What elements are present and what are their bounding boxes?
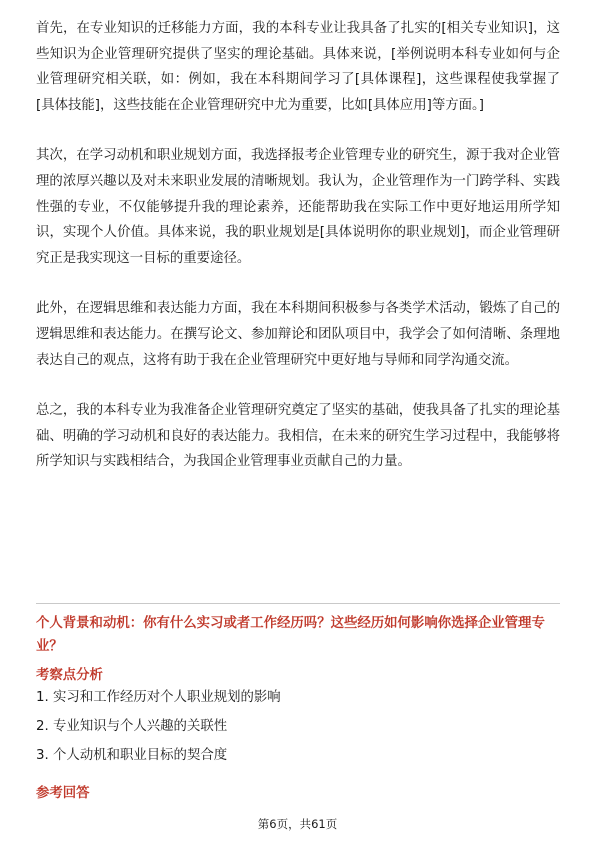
answer-body <box>36 16 560 475</box>
reference-answer-heading: 参考回答 <box>36 786 90 801</box>
paragraph-logic-expression: 此外，在逻辑思维和表达能力方面，我在本科期间积极参与各类学术活动，锻炼了自己的逻辑思维和表达能力。在撰写论文、参加辩论和团队项目中，我学会了如何清晰、条理地表达自己的观点，这将有助于我在企业管理研究中更好地与导师和同学沟通交流。 <box>36 301 560 368</box>
interview-question: 个人背景和动机：你有什么实习或者工作经历吗？这些经历如何影响你选择企业管理专业？ <box>36 616 545 654</box>
section-divider <box>36 603 560 604</box>
analysis-point: 3. 个人动机和职业目标的契合度 <box>36 748 228 763</box>
page-number-footer: 第6页，共61页 <box>257 817 338 831</box>
analysis-point: 2. 专业知识与个人兴趣的关联性 <box>36 719 228 734</box>
analysis-points-list <box>36 688 560 775</box>
paragraph-conclusion: 总之，我的本科专业为我准备企业管理研究奠定了坚实的基础，使我具备了扎实的理论基础、明确的学习动机和良好的表达能力。我相信，在未来的研究生学习过程中，我能够将所学知识与实践相结合，为我国企业管理事业贡献自己的力量。 <box>36 403 560 470</box>
paragraph-professional-knowledge: 首先，在专业知识的迁移能力方面，我的本科专业让我具备了扎实的[相关专业知识]，这些知识为企业管理研究提供了坚实的理论基础。具体来说，[举例说明本科专业如何与企业管理研究相关联，如：例如，我在本科期间学习了[具体课程]，这些课程使我掌握了[具体技能]，这些技能在企业管理研究中尤为重要，比如[具体应用]等方面。] <box>36 21 560 113</box>
analysis-point: 1. 实习和工作经历对个人职业规划的影响 <box>36 690 281 705</box>
paragraph-motivation-career: 其次，在学习动机和职业规划方面，我选择报考企业管理专业的研究生，源于我对企业管理的浓厚兴趣以及对未来职业发展的清晰规划。我认为，企业管理作为一门跨学科、实践性强的专业，不仅能够提升我的理论素养，还能帮助我在实际工作中更好地运用所学知识，实现个人价值。具体来说，我的职业规划是[具体说明你的职业规划]，而企业管理研究正是我实现这一目标的重要途径。 <box>36 148 560 266</box>
analysis-heading: 考察点分析 <box>36 668 103 683</box>
